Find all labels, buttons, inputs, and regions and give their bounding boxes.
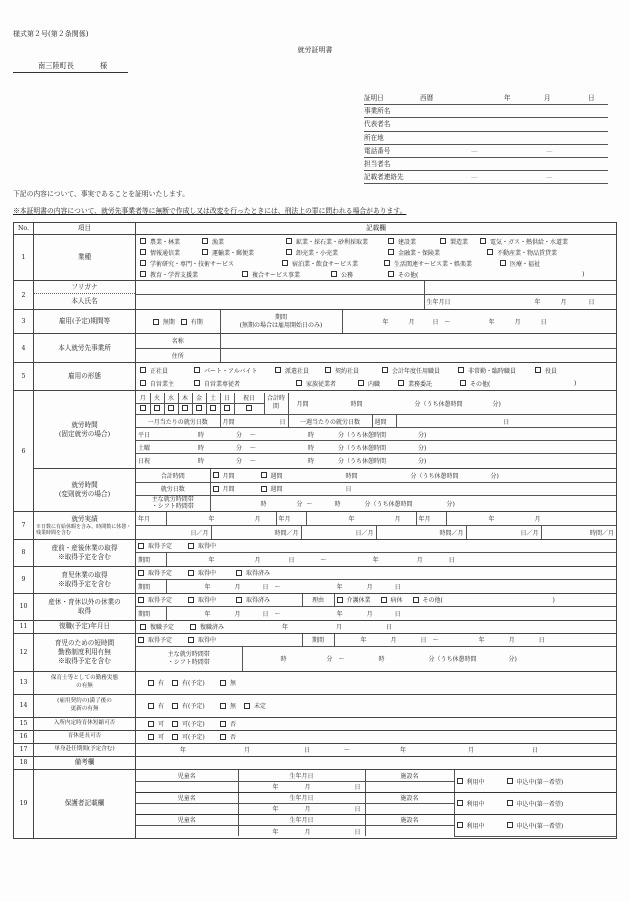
child-name-input[interactable] [136,825,238,836]
period-dates[interactable]: 年 月 日 ～ 年 月 日 [342,310,616,333]
row-solo-assignment: 17 単身赴任期間(予定含む) 年 月 日 ～ 年 月 日 [14,743,617,756]
checkbox[interactable] [388,249,394,255]
checkbox[interactable] [242,271,248,277]
row-return-date: 11 復職(予定)年月日 復職予定 復職済み 年 月 日 [14,620,617,633]
furigana-extra[interactable] [424,281,616,294]
days-per-month[interactable]: 月間 日 [220,415,288,428]
indefinite-checkbox[interactable] [153,319,159,325]
checkbox[interactable] [194,380,200,386]
checkbox[interactable] [261,472,267,478]
checkbox[interactable] [140,271,146,277]
checkbox[interactable] [331,271,337,277]
writer-contact-field[interactable]: 記載者連絡先 — — [364,171,608,184]
addressee-suffix: 様 [99,61,108,70]
row-leave-extension: 16 育休延長可否 可 可(予定) 否 [14,730,617,743]
days-per-month-2[interactable]: 日／月 [301,526,376,539]
checkbox[interactable] [325,367,331,373]
checkbox[interactable] [138,543,144,549]
checkbox[interactable] [188,597,194,603]
row-other-leave: 10 産休・育休以外の休業の 取得 取得予定 取得中 取得済み 理由 介護休業 病休 その他( ) 期間 年 月 日 ～ 年 月 日 [14,593,617,620]
checkbox[interactable] [172,680,178,686]
child-dob-input[interactable]: 年 月 日 [238,803,365,814]
checkbox[interactable] [202,238,208,244]
checkbox[interactable] [440,238,446,244]
day-checkbox[interactable] [224,405,230,411]
record-month-1[interactable]: 年 月 [166,512,276,525]
checkbox[interactable] [138,597,144,603]
checkbox[interactable] [236,597,242,603]
checkbox[interactable] [388,271,394,277]
row-employment-period: 3 雇用(予定)期間等 無期 有期 期間 (無期の場合は雇用開始日のみ) 年 月 日 ～ 年 月 日 [14,310,617,334]
checkbox[interactable] [172,703,178,709]
days-per-month-3[interactable]: 日／月 [466,526,541,539]
day-checkbox[interactable] [210,405,216,411]
in-use-checkbox[interactable] [457,822,463,828]
hours-per-month-3[interactable]: 時間／月 [541,526,616,539]
row-remarks: 18 備考欄 [14,756,617,769]
checkbox[interactable] [188,637,194,643]
fixed-term-checkbox[interactable] [181,319,187,325]
var-working-days[interactable]: 月間 週間 日 [210,482,616,495]
header-entry: 記載欄 [136,223,617,235]
checkbox[interactable] [148,734,154,740]
holiday-checkbox[interactable] [246,405,252,411]
employment-certificate-table [13,222,617,839]
cert-date-field[interactable]: 証明日 西暦 年 月 日 [364,92,608,105]
checkbox[interactable] [413,597,419,603]
other-leave-period[interactable]: 年 月 日 ～ 年 月 日 [166,607,616,620]
dob-field[interactable]: 生年月日 年 月 日 [424,294,616,309]
checkbox[interactable] [286,249,292,255]
checkbox[interactable] [194,367,200,373]
child-dob-input[interactable]: 年 月 日 [238,781,365,792]
workplace-address-input[interactable] [220,348,616,362]
workplace-name-input[interactable] [220,334,616,348]
row-working-hours-variable: 就労時間 (変則就労の場合) 合計時間 月間 週間 時間 分（うち休憩時間 分) 就労日数 月間 週間 日 主な就労時間帯 ・シフト時間帯 時 分 ～ 時 分（うち休憩時間 分) [14,469,617,512]
contact-person-field[interactable]: 担当者名 [364,158,608,171]
child-dob-input[interactable]: 年 月 日 [238,825,365,836]
checkbox[interactable] [286,238,292,244]
row-name: 2 フリガナ 本人氏名 生年月日 年 月 日 [14,281,617,310]
applying-checkbox[interactable] [507,822,513,828]
checkbox[interactable] [296,380,302,386]
row-contract-renewal: 14 (雇用契約の)満了後の 更新の有無 有 有(予定) 無 未定 [14,694,617,717]
hours-per-month-1[interactable]: 時間／月 [211,526,301,539]
hours-per-month-2[interactable]: 時間／月 [376,526,466,539]
facility-input[interactable] [365,781,454,792]
var-shift-hours[interactable]: 時 分 ～ 時 分（うち休憩時間 分) [210,495,616,511]
checkbox[interactable] [138,570,144,576]
row-childcare-worker: 13 保育士等としての勤務実態 の有無 有 有(予定) 無 [14,671,617,694]
checkbox[interactable] [381,597,387,603]
checkbox[interactable] [220,734,226,740]
in-use-checkbox[interactable] [457,778,463,784]
certifier-block [364,92,608,184]
checkbox[interactable] [275,367,281,373]
checkbox[interactable] [213,486,219,492]
header-item: 項目 [34,223,136,235]
document-title: 就労証明書 [297,46,333,54]
row-guardian-section: 19 保護者記載欄 児童名 生年月日 施設名 利用中 申込中(第一希望) 年 月 日 児童名 生年月日 施設名 利用中 申込中(第一希望) 年 月 日 児童名 生年月日 施設名 利用中 申込中(第一希望) 年 月 日 [14,769,617,838]
checkbox[interactable] [382,367,388,373]
row-working-hours-fixed: 6 就労時間 (固定就労の場合) 月 火 水 木 金 土 日 祝日 合計時間 月間 時間 分（うち休憩時間 分) 一月当たりの就労日数 月間 日 一週当たりの就労日数 週間 日 平日 時 分 ～ 時 分（うち休憩時間 分) 土曜 時 分 ～ 時 分（うち休憩時間 分) 日祝 時 分 ～ 時 分（うち休憩時間 分) [14,391,617,469]
solo-assignment-period[interactable]: 年 月 日 ～ 年 月 日 [136,743,617,756]
row-work-record: 7 就労実績 ※日数に有給休暇を含み、時間数に休憩・残業時間を含む 年月 年 月 年月 年 月 年月 年 月 日／月 時間／月 日／月 時間／月 日／月 時間／月 [14,512,617,540]
holiday-hours[interactable]: 日祝 時 分 ～ 時 分（うち休憩時間 分) [136,454,616,467]
days-per-week[interactable]: 日 [396,415,616,428]
checkbox[interactable] [188,570,194,576]
header-no: No. [14,223,34,235]
checkbox[interactable] [172,721,178,727]
checkbox[interactable] [282,260,288,266]
checkbox[interactable] [244,703,250,709]
certification-statement: 下記の内容について、事実であることを証明いたします。 [13,190,189,198]
addressee [13,61,128,73]
childcare-period[interactable]: 年 月 日 ～ 年 月 日 [166,580,616,593]
industry-options: 農業・林業 漁業 鉱業・採石業・砂利採取業 建設業 製造業 電気・ガス・熱供給・水道業 情報通信業 運輸業・郵便業 卸売業・小売業 金融業・保険業 不動産業・物品賃貸業 学術研究・専門・技術サービス 宿泊業・飲食サービス業 生活関連サービス業・娯楽業 医療・福祉 教育・学習支援業 複合サービス事業 公務 その他( ) [136,235,617,281]
child-name-input[interactable] [136,781,238,792]
checkbox[interactable] [398,380,404,386]
checkbox[interactable] [148,721,154,727]
day-checkbox[interactable] [168,405,174,411]
checkbox[interactable] [138,637,144,643]
representative-field[interactable]: 代表者名 [364,118,608,131]
name-input[interactable] [136,294,424,309]
checkbox[interactable] [236,570,242,576]
checkbox[interactable] [500,260,506,266]
legal-warning: ※本証明書の内容について、就労先事業者等に無断で作成し又は改変を行ったときには、刑法上の罪に問われる場合があります。 [13,207,407,215]
checkbox[interactable] [213,472,219,478]
checkbox[interactable] [460,380,466,386]
business-name-field[interactable]: 事業所名 [364,105,608,118]
checkbox[interactable] [261,486,267,492]
checkbox[interactable] [337,597,343,603]
checkbox[interactable] [487,249,493,255]
row-industry: 1 業種 農業・林業 漁業 鉱業・採石業・砂利採取業 建設業 製造業 電気・ガス・熱供給・水道業 情報通信業 運輸業・郵便業 卸売業・小売業 金融業・保険業 不動産業・物品賃貸業 学術研究・専門・技術サービス 宿泊業・飲食サービス業 生活関連サービス業・娯楽業 医療・福祉 教育・学習支援業 複合サービス事業 公務 その他( ) [14,235,617,281]
applying-checkbox[interactable] [507,778,513,784]
checkbox[interactable] [140,367,146,373]
facility-input[interactable] [365,803,454,814]
checkbox[interactable] [188,543,194,549]
checkbox[interactable] [148,703,154,709]
short-hours-shift[interactable]: 時 分 ～ 時 分（うち休憩時間 分) [242,647,616,671]
day-checkbox[interactable] [154,405,160,411]
checkbox[interactable] [384,260,390,266]
checkbox[interactable] [388,238,394,244]
addressee-name: 南三陸町長 [38,61,74,70]
checkbox[interactable] [190,624,196,630]
maternity-period[interactable]: 年 月 日 ～ 年 月 日 [166,553,616,566]
applying-checkbox[interactable] [507,800,513,806]
checkbox[interactable] [202,249,208,255]
row-childcare-leave: 9 育児休業の取得 ※取得予定を含む 取得予定 取得中 取得済み 期間 年 月 日 ～ 年 月 日 [14,566,617,593]
checkbox[interactable] [220,680,226,686]
checkbox[interactable] [220,721,226,727]
form-number: 様式第２号(第２条関係) [13,30,89,38]
row-maternity-leave: 8 産前・産後休業の取得 ※取得予定を含む 取得予定 取得中 期間 年 月 日 ～ 年 月 日 [14,539,617,566]
checkbox[interactable] [140,624,146,630]
checkbox[interactable] [140,249,146,255]
days-per-month-1[interactable]: 日／月 [136,526,211,539]
row-workplace: 4 本人就労先事業所 名称 住所 [14,334,617,363]
in-use-checkbox[interactable] [457,800,463,806]
checkbox[interactable] [358,380,364,386]
checkbox[interactable] [220,703,226,709]
saturday-hours[interactable]: 土曜 時 分 ～ 時 分（うち休憩時間 分) [136,441,616,454]
monthly-total-hours[interactable]: 月間 時間 分（うち休憩時間 分) [288,393,616,415]
checkbox[interactable] [172,734,178,740]
remarks-input[interactable] [136,756,617,769]
checkbox[interactable] [458,367,464,373]
row-employment-type: 5 雇用の形態 正社員 パート・アルバイト 派遣社員 契約社員 会計年度任用職員 非常勤・臨時職員 役員 自営業主 自営業専従者 家族従業者 内職 業務委託 その他( ) [14,363,617,391]
var-total-hours[interactable]: 月間 週間 時間 分（うち休憩時間 分) [210,469,616,482]
checkbox[interactable] [140,238,146,244]
row-short-hours: 12 育児のための短時間 勤務制度利用有無 ※取得予定を含む 取得予定 取得中 期間 年 月 日 ～ 年 月 日 主な就労時間帯 ・シフト時間帯 時 分 ～ 時 分（うち休憩時間 分) [14,633,617,671]
facility-input[interactable] [365,825,454,836]
phone-field[interactable]: 電話番号 — — [364,145,608,158]
row-leave-shortening: 15 入所内定時育休短縮可否 可 可(予定) 否 [14,717,617,730]
checkbox[interactable] [480,238,486,244]
day-checkbox[interactable] [196,405,202,411]
location-field[interactable]: 所在地 [364,132,608,145]
checkbox[interactable] [148,680,154,686]
day-checkbox[interactable] [182,405,188,411]
record-month-2[interactable]: 年 月 [306,512,416,525]
record-month-3[interactable]: 年 月 [446,512,616,525]
day-checkbox[interactable] [140,405,146,411]
weekday-hours[interactable]: 平日 時 分 ～ 時 分（うち休憩時間 分) [136,428,616,441]
checkbox[interactable] [140,380,146,386]
short-hours-period[interactable]: 年 月 日 ～ 年 月 日 [334,634,616,647]
furigana-input[interactable] [136,281,424,294]
checkbox[interactable] [140,260,146,266]
child-name-input[interactable] [136,803,238,814]
checkbox[interactable] [535,367,541,373]
